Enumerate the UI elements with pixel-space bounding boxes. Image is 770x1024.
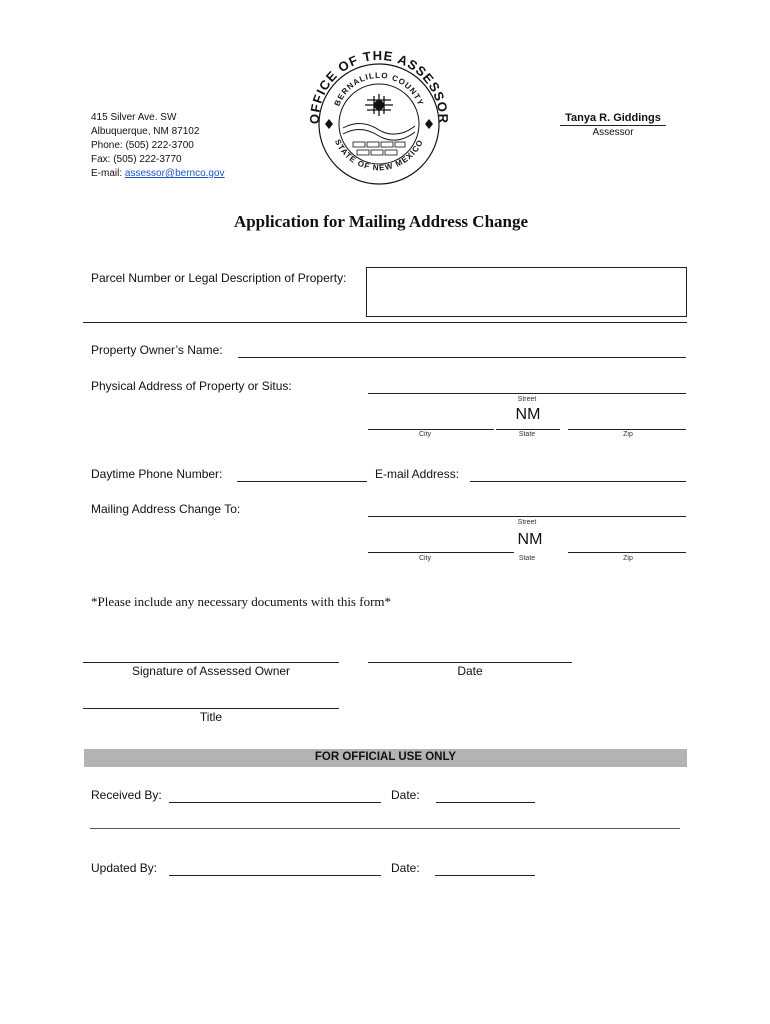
mailing-state-caption: State bbox=[518, 555, 536, 562]
mailing-label: Mailing Address Change To: bbox=[91, 502, 241, 516]
signature-caption: Signature of Assessed Owner bbox=[131, 664, 291, 678]
mailing-city-input[interactable] bbox=[368, 536, 514, 553]
physical-city-input[interactable] bbox=[368, 413, 494, 430]
form-title: Application for Mailing Address Change bbox=[233, 212, 529, 231]
updated-by-label: Updated By: bbox=[91, 861, 158, 875]
received-date-input[interactable] bbox=[436, 786, 535, 803]
physical-state-value: NM bbox=[515, 406, 541, 423]
assessor-name: Tanya R. Giddings bbox=[560, 112, 666, 126]
assessor-title: Assessor bbox=[592, 127, 634, 138]
mailing-zip-input[interactable] bbox=[568, 536, 686, 553]
seal-top-text: OFFICE OF THE ASSESSOR bbox=[306, 47, 452, 125]
mailing-street-input[interactable] bbox=[368, 500, 686, 517]
email-line bbox=[91, 167, 225, 181]
updated-date-label: Date: bbox=[391, 861, 420, 875]
seal-county-text: BERNALILLO COUNTY bbox=[332, 70, 426, 108]
email-link[interactable]: assessor@bernco.gov bbox=[124, 168, 225, 179]
assessor-block bbox=[560, 112, 666, 138]
assessor-seal-logo bbox=[303, 44, 455, 196]
updated-date-input[interactable] bbox=[435, 859, 535, 876]
phone-label: Daytime Phone Number: bbox=[91, 467, 223, 481]
received-date-label: Date: bbox=[391, 788, 420, 802]
seal-bottom-text: STATE OF NEW MEXICO bbox=[332, 137, 426, 173]
fax-text: Fax: (505) 222-3770 bbox=[91, 154, 182, 165]
official-use-banner bbox=[84, 749, 687, 767]
title-input[interactable] bbox=[83, 692, 339, 709]
received-by-input[interactable] bbox=[169, 786, 381, 803]
signature-date-caption: Date bbox=[457, 664, 483, 678]
physical-city-caption: City bbox=[418, 431, 432, 438]
parcel-input[interactable] bbox=[366, 267, 687, 317]
official-divider bbox=[90, 828, 680, 829]
address-line-1: 415 Silver Ave. SW bbox=[91, 112, 177, 123]
physical-state-line bbox=[496, 429, 560, 430]
mailing-state-value: NM bbox=[517, 531, 543, 548]
address-line-2: Albuquerque, NM 87102 bbox=[91, 126, 200, 137]
updated-by-input[interactable] bbox=[169, 859, 381, 876]
section-divider bbox=[83, 322, 687, 323]
mailing-street-caption: Street bbox=[517, 519, 537, 526]
owner-name-input[interactable] bbox=[238, 341, 686, 358]
office-address bbox=[91, 111, 225, 181]
signature-date-input[interactable] bbox=[368, 646, 572, 663]
received-by-label: Received By: bbox=[91, 788, 162, 802]
phone-text: Phone: (505) 222-3700 bbox=[91, 140, 194, 151]
signature-input[interactable] bbox=[83, 646, 339, 663]
email-input[interactable] bbox=[470, 465, 686, 482]
phone-input[interactable] bbox=[237, 465, 367, 482]
physical-street-input[interactable] bbox=[368, 377, 686, 394]
mailing-zip-caption: Zip bbox=[623, 555, 633, 562]
parcel-label: Parcel Number or Legal Description of Property: bbox=[91, 271, 347, 285]
email-label: E-mail: bbox=[91, 168, 123, 179]
documents-note: *Please include any necessary documents with this form* bbox=[91, 594, 392, 609]
email-field-label: E-mail Address: bbox=[375, 467, 460, 481]
mailing-city-caption: City bbox=[418, 555, 432, 562]
physical-state-caption: State bbox=[518, 431, 536, 438]
physical-zip-input[interactable] bbox=[568, 413, 686, 430]
physical-street-caption: Street bbox=[517, 396, 537, 403]
title-caption: Title bbox=[199, 710, 223, 724]
official-use-header: FOR OFFICIAL USE ONLY bbox=[314, 751, 457, 763]
owner-label: Property Owner’s Name: bbox=[91, 343, 223, 357]
physical-zip-caption: Zip bbox=[623, 431, 633, 438]
physical-address-label: Physical Address of Property or Situs: bbox=[91, 379, 292, 393]
